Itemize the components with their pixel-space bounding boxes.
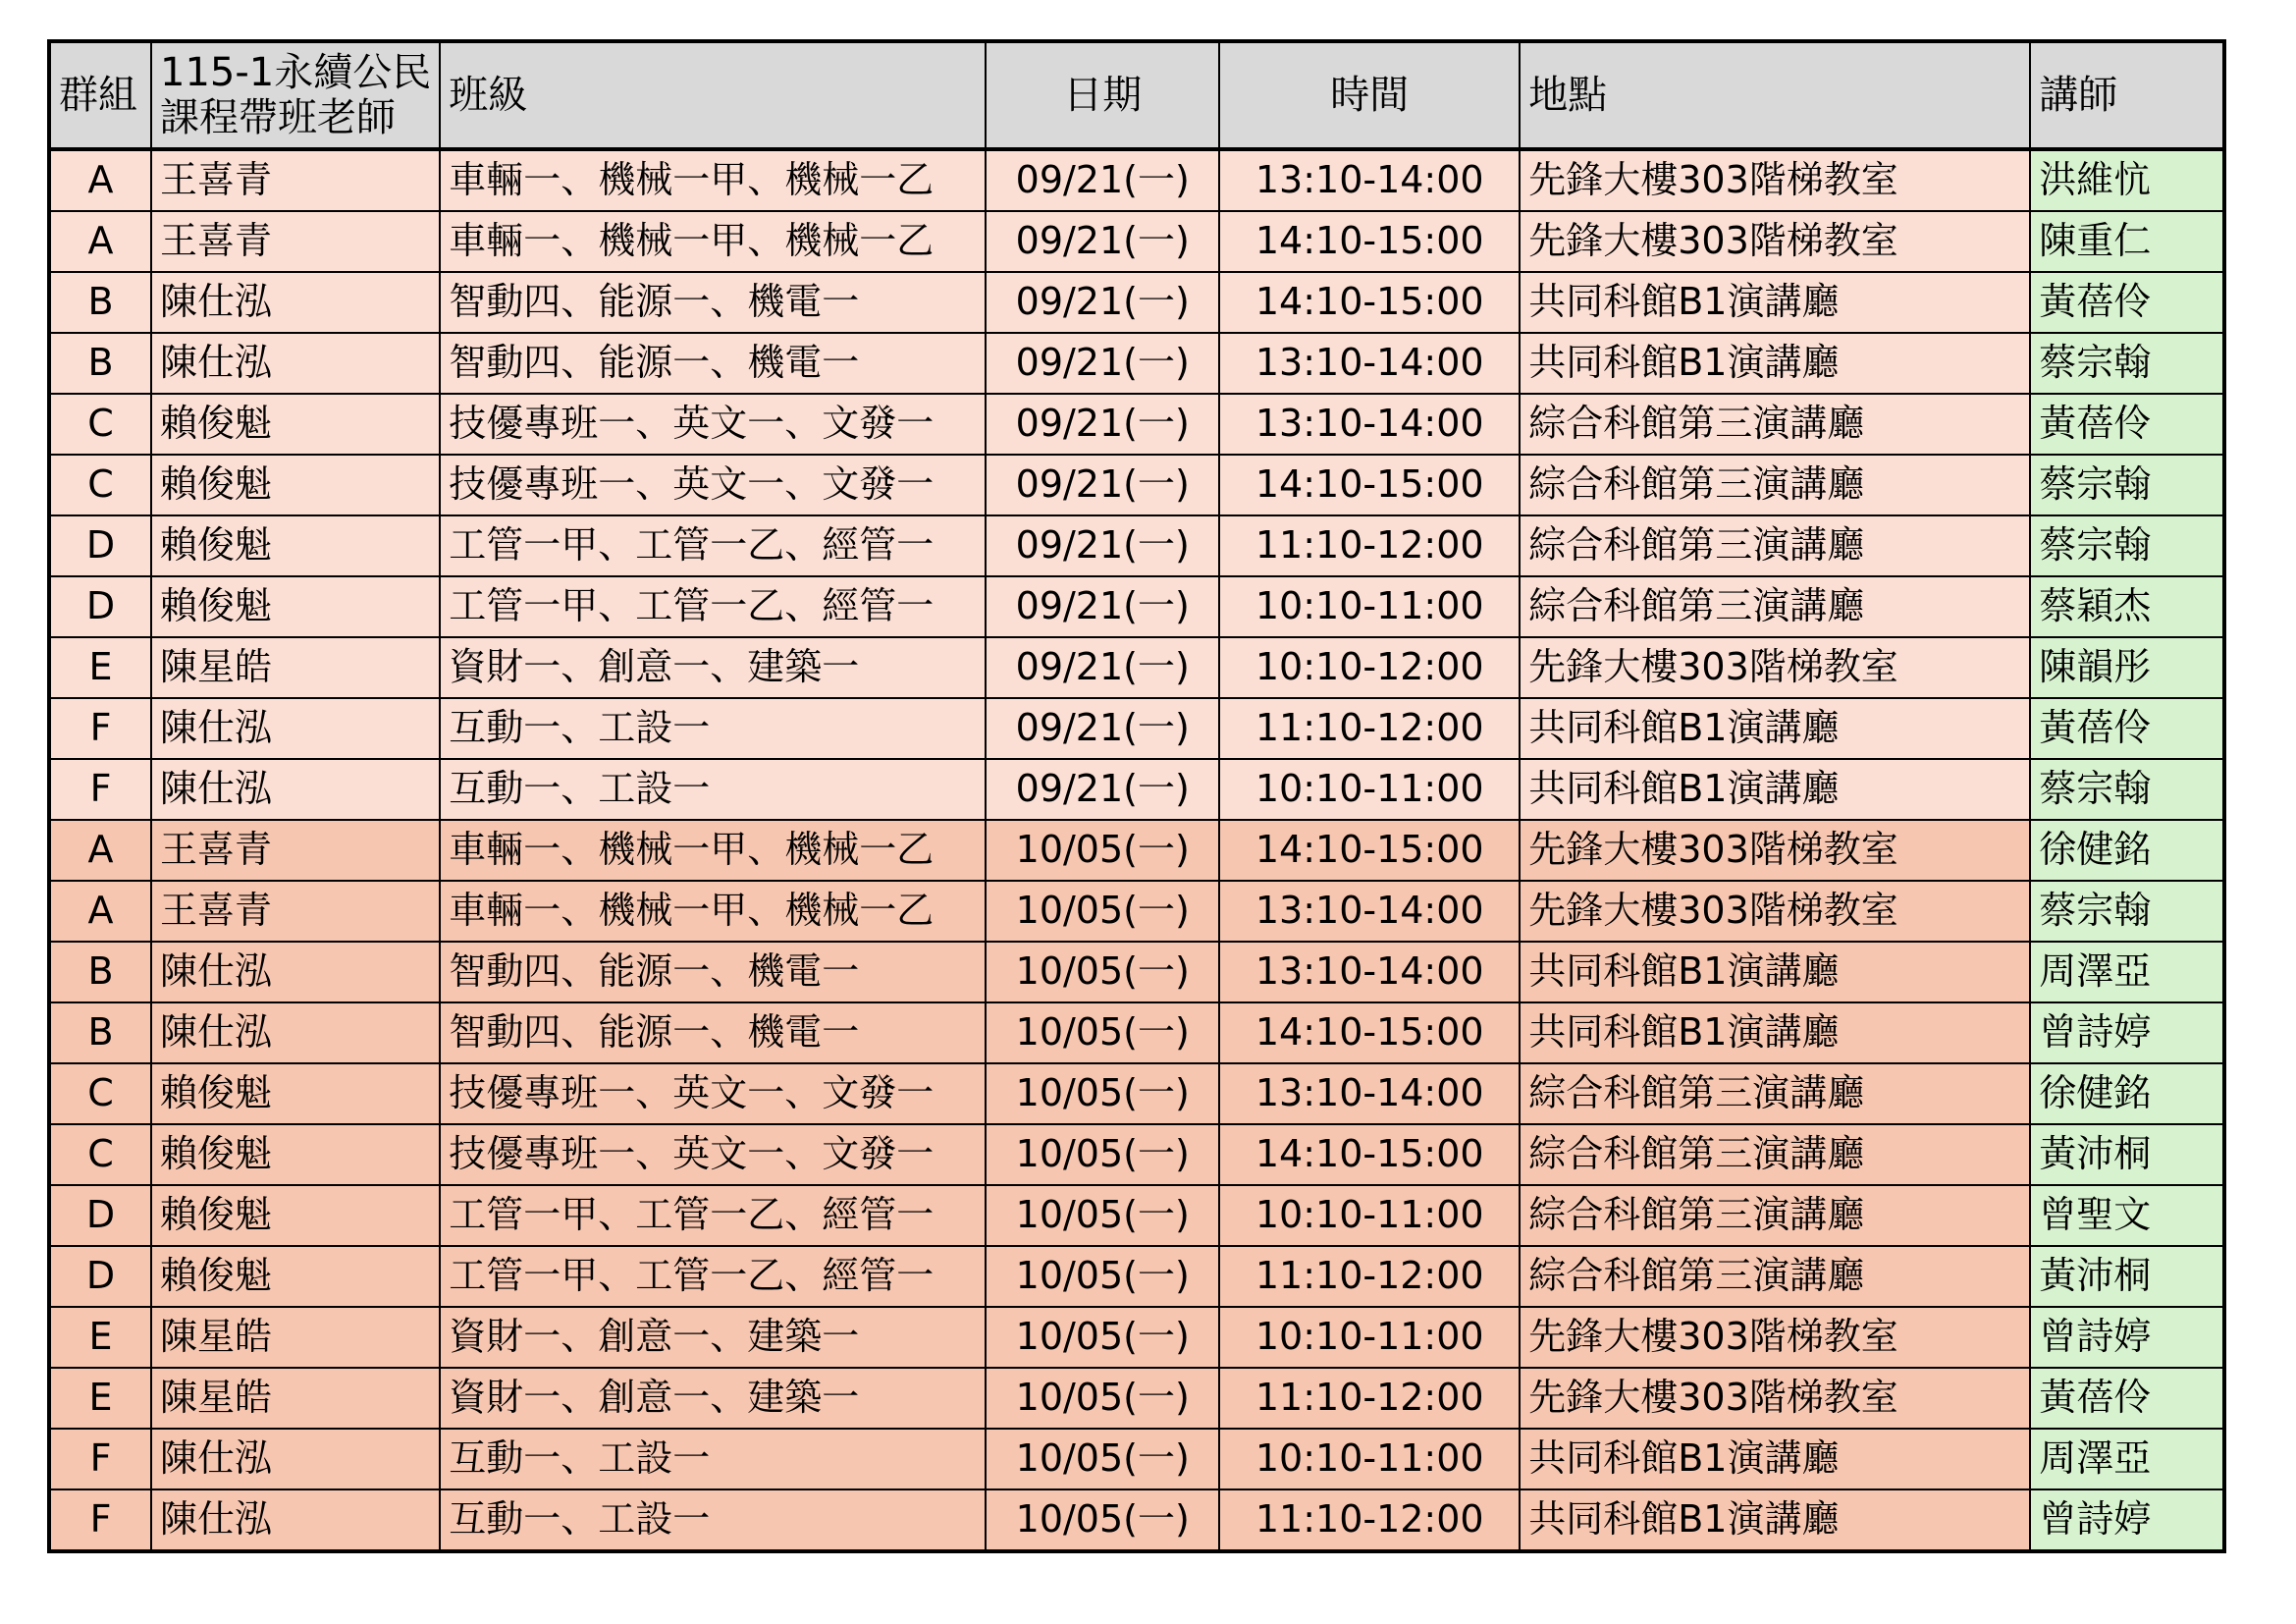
- cell-advisor: 陳仕泓: [151, 759, 440, 820]
- cell-location: 共同科館B1演講廳: [1520, 272, 2030, 333]
- cell-time: 13:10-14:00: [1219, 881, 1520, 942]
- cell-advisor: 賴俊魁: [151, 1246, 440, 1307]
- cell-lecturer: 蔡宗翰: [2030, 515, 2224, 576]
- cell-group: C: [49, 394, 151, 455]
- header-group: 群組: [49, 41, 151, 149]
- header-advisor-line1: 115-1永續公民: [160, 50, 432, 95]
- cell-advisor: 王喜青: [151, 211, 440, 272]
- cell-date: 10/05(一): [986, 1429, 1219, 1489]
- cell-location: 先鋒大樓303階梯教室: [1520, 149, 2030, 211]
- cell-class: 互動一、工設一: [440, 1489, 986, 1551]
- cell-date: 09/21(一): [986, 515, 1219, 576]
- cell-date: 09/21(一): [986, 211, 1219, 272]
- cell-advisor: 陳星皓: [151, 637, 440, 698]
- cell-group: C: [49, 1063, 151, 1124]
- cell-location: 綜合科館第三演講廳: [1520, 576, 2030, 637]
- cell-group: C: [49, 1124, 151, 1185]
- table-row: [49, 1124, 2224, 1185]
- cell-date: 09/21(一): [986, 698, 1219, 759]
- cell-group: F: [49, 759, 151, 820]
- cell-location: 共同科館B1演講廳: [1520, 333, 2030, 394]
- cell-date: 09/21(一): [986, 149, 1219, 211]
- header-time: 時間: [1219, 41, 1520, 149]
- cell-date: 09/21(一): [986, 272, 1219, 333]
- cell-advisor: 陳仕泓: [151, 942, 440, 1002]
- cell-date: 10/05(一): [986, 1124, 1219, 1185]
- cell-location: 綜合科館第三演講廳: [1520, 1185, 2030, 1246]
- table-row: [49, 1307, 2224, 1368]
- cell-lecturer: 徐健銘: [2030, 820, 2224, 881]
- table-row: [49, 515, 2224, 576]
- header-date: 日期: [986, 41, 1219, 149]
- cell-group: A: [49, 881, 151, 942]
- cell-date: 10/05(一): [986, 1489, 1219, 1551]
- table-row: [49, 149, 2224, 211]
- cell-location: 共同科館B1演講廳: [1520, 1489, 2030, 1551]
- cell-advisor: 陳仕泓: [151, 272, 440, 333]
- cell-group: E: [49, 1307, 151, 1368]
- table-row: [49, 881, 2224, 942]
- cell-date: 09/21(一): [986, 759, 1219, 820]
- cell-date: 09/21(一): [986, 394, 1219, 455]
- cell-group: D: [49, 515, 151, 576]
- cell-advisor: 王喜青: [151, 820, 440, 881]
- cell-group: F: [49, 1429, 151, 1489]
- cell-lecturer: 黃蓓伶: [2030, 1368, 2224, 1429]
- cell-time: 13:10-14:00: [1219, 394, 1520, 455]
- cell-group: E: [49, 1368, 151, 1429]
- cell-time: 10:10-11:00: [1219, 759, 1520, 820]
- cell-lecturer: 曾詩婷: [2030, 1489, 2224, 1551]
- cell-time: 10:10-11:00: [1219, 1185, 1520, 1246]
- table-row: [49, 1063, 2224, 1124]
- cell-class: 工管一甲、工管一乙、經管一: [440, 1246, 986, 1307]
- cell-location: 先鋒大樓303階梯教室: [1520, 637, 2030, 698]
- cell-advisor: 陳仕泓: [151, 1429, 440, 1489]
- table-row: [49, 698, 2224, 759]
- table-row: [49, 1489, 2224, 1551]
- cell-lecturer: 黃沛桐: [2030, 1124, 2224, 1185]
- cell-time: 13:10-14:00: [1219, 942, 1520, 1002]
- table-row: [49, 211, 2224, 272]
- cell-group: F: [49, 1489, 151, 1551]
- cell-advisor: 陳仕泓: [151, 1002, 440, 1063]
- cell-class: 技優專班一、英文一、文發一: [440, 455, 986, 515]
- cell-class: 車輛一、機械一甲、機械一乙: [440, 881, 986, 942]
- cell-time: 11:10-12:00: [1219, 1246, 1520, 1307]
- cell-location: 共同科館B1演講廳: [1520, 1429, 2030, 1489]
- cell-class: 資財一、創意一、建築一: [440, 1307, 986, 1368]
- cell-class: 技優專班一、英文一、文發一: [440, 394, 986, 455]
- cell-class: 車輛一、機械一甲、機械一乙: [440, 211, 986, 272]
- table-row: [49, 272, 2224, 333]
- cell-date: 10/05(一): [986, 1307, 1219, 1368]
- cell-time: 11:10-12:00: [1219, 515, 1520, 576]
- cell-class: 車輛一、機械一甲、機械一乙: [440, 820, 986, 881]
- cell-time: 13:10-14:00: [1219, 1063, 1520, 1124]
- cell-lecturer: 曾聖文: [2030, 1185, 2224, 1246]
- header-advisor-line2: 課程帶班老師: [160, 95, 396, 140]
- cell-class: 資財一、創意一、建築一: [440, 1368, 986, 1429]
- cell-group: F: [49, 698, 151, 759]
- table-row: [49, 820, 2224, 881]
- cell-date: 09/21(一): [986, 333, 1219, 394]
- cell-class: 技優專班一、英文一、文發一: [440, 1124, 986, 1185]
- cell-time: 11:10-12:00: [1219, 1489, 1520, 1551]
- cell-date: 10/05(一): [986, 1063, 1219, 1124]
- cell-date: 10/05(一): [986, 942, 1219, 1002]
- table-body: [49, 149, 2224, 1551]
- cell-location: 綜合科館第三演講廳: [1520, 1124, 2030, 1185]
- cell-time: 10:10-11:00: [1219, 1307, 1520, 1368]
- cell-date: 09/21(一): [986, 637, 1219, 698]
- cell-lecturer: 黃沛桐: [2030, 1246, 2224, 1307]
- cell-time: 14:10-15:00: [1219, 1124, 1520, 1185]
- cell-advisor: 賴俊魁: [151, 394, 440, 455]
- cell-location: 綜合科館第三演講廳: [1520, 455, 2030, 515]
- cell-lecturer: 黃蓓伶: [2030, 698, 2224, 759]
- cell-location: 綜合科館第三演講廳: [1520, 394, 2030, 455]
- table-row: [49, 637, 2224, 698]
- cell-time: 13:10-14:00: [1219, 333, 1520, 394]
- cell-advisor: 陳仕泓: [151, 1489, 440, 1551]
- table-row: [49, 1002, 2224, 1063]
- cell-group: B: [49, 272, 151, 333]
- cell-lecturer: 陳韻彤: [2030, 637, 2224, 698]
- cell-advisor: 賴俊魁: [151, 515, 440, 576]
- cell-group: C: [49, 455, 151, 515]
- cell-location: 先鋒大樓303階梯教室: [1520, 881, 2030, 942]
- cell-date: 10/05(一): [986, 1002, 1219, 1063]
- cell-group: B: [49, 1002, 151, 1063]
- cell-time: 10:10-11:00: [1219, 1429, 1520, 1489]
- cell-time: 10:10-11:00: [1219, 576, 1520, 637]
- cell-advisor: 賴俊魁: [151, 1185, 440, 1246]
- table-header: [49, 41, 2224, 149]
- cell-date: 10/05(一): [986, 1246, 1219, 1307]
- cell-class: 技優專班一、英文一、文發一: [440, 1063, 986, 1124]
- cell-time: 10:10-12:00: [1219, 637, 1520, 698]
- cell-advisor: 陳仕泓: [151, 333, 440, 394]
- cell-class: 工管一甲、工管一乙、經管一: [440, 1185, 986, 1246]
- cell-time: 14:10-15:00: [1219, 820, 1520, 881]
- cell-lecturer: 黃蓓伶: [2030, 394, 2224, 455]
- cell-group: B: [49, 942, 151, 1002]
- cell-date: 10/05(一): [986, 1368, 1219, 1429]
- cell-class: 資財一、創意一、建築一: [440, 637, 986, 698]
- cell-class: 互動一、工設一: [440, 759, 986, 820]
- cell-advisor: 王喜青: [151, 149, 440, 211]
- cell-location: 共同科館B1演講廳: [1520, 759, 2030, 820]
- cell-group: B: [49, 333, 151, 394]
- header-advisor: [151, 41, 440, 149]
- cell-lecturer: 黃蓓伶: [2030, 272, 2224, 333]
- cell-location: 綜合科館第三演講廳: [1520, 515, 2030, 576]
- cell-time: 14:10-15:00: [1219, 211, 1520, 272]
- cell-date: 09/21(一): [986, 455, 1219, 515]
- cell-advisor: 陳星皓: [151, 1368, 440, 1429]
- header-location: 地點: [1520, 41, 2030, 149]
- cell-time: 14:10-15:00: [1219, 455, 1520, 515]
- table-row: [49, 1429, 2224, 1489]
- cell-group: D: [49, 1185, 151, 1246]
- cell-class: 互動一、工設一: [440, 1429, 986, 1489]
- schedule-table: [47, 39, 2226, 1553]
- cell-location: 共同科館B1演講廳: [1520, 1002, 2030, 1063]
- cell-date: 10/05(一): [986, 820, 1219, 881]
- cell-class: 車輛一、機械一甲、機械一乙: [440, 149, 986, 211]
- cell-lecturer: 陳重仁: [2030, 211, 2224, 272]
- cell-lecturer: 蔡宗翰: [2030, 455, 2224, 515]
- cell-lecturer: 蔡穎杰: [2030, 576, 2224, 637]
- cell-lecturer: 蔡宗翰: [2030, 333, 2224, 394]
- cell-location: 綜合科館第三演講廳: [1520, 1063, 2030, 1124]
- cell-group: D: [49, 1246, 151, 1307]
- cell-class: 智動四、能源一、機電一: [440, 272, 986, 333]
- cell-date: 09/21(一): [986, 576, 1219, 637]
- table-row: [49, 1368, 2224, 1429]
- cell-location: 共同科館B1演講廳: [1520, 698, 2030, 759]
- cell-class: 工管一甲、工管一乙、經管一: [440, 576, 986, 637]
- cell-lecturer: 曾詩婷: [2030, 1307, 2224, 1368]
- cell-time: 13:10-14:00: [1219, 149, 1520, 211]
- cell-group: A: [49, 211, 151, 272]
- cell-time: 11:10-12:00: [1219, 1368, 1520, 1429]
- table-row: [49, 1185, 2224, 1246]
- table-row: [49, 942, 2224, 1002]
- cell-group: A: [49, 820, 151, 881]
- cell-location: 共同科館B1演講廳: [1520, 942, 2030, 1002]
- cell-location: 先鋒大樓303階梯教室: [1520, 211, 2030, 272]
- cell-advisor: 陳星皓: [151, 1307, 440, 1368]
- header-class: 班級: [440, 41, 986, 149]
- table-row: [49, 455, 2224, 515]
- cell-lecturer: 洪維忼: [2030, 149, 2224, 211]
- cell-time: 14:10-15:00: [1219, 1002, 1520, 1063]
- cell-lecturer: 蔡宗翰: [2030, 881, 2224, 942]
- cell-location: 綜合科館第三演講廳: [1520, 1246, 2030, 1307]
- cell-advisor: 賴俊魁: [151, 1063, 440, 1124]
- cell-date: 10/05(一): [986, 881, 1219, 942]
- header-lecturer: 講師: [2030, 41, 2224, 149]
- cell-advisor: 陳仕泓: [151, 698, 440, 759]
- cell-time: 11:10-12:00: [1219, 698, 1520, 759]
- table-row: [49, 394, 2224, 455]
- cell-advisor: 賴俊魁: [151, 576, 440, 637]
- cell-location: 先鋒大樓303階梯教室: [1520, 1368, 2030, 1429]
- cell-location: 先鋒大樓303階梯教室: [1520, 820, 2030, 881]
- cell-class: 智動四、能源一、機電一: [440, 333, 986, 394]
- cell-date: 10/05(一): [986, 1185, 1219, 1246]
- cell-group: D: [49, 576, 151, 637]
- cell-group: E: [49, 637, 151, 698]
- cell-lecturer: 蔡宗翰: [2030, 759, 2224, 820]
- cell-time: 14:10-15:00: [1219, 272, 1520, 333]
- cell-class: 工管一甲、工管一乙、經管一: [440, 515, 986, 576]
- cell-lecturer: 徐健銘: [2030, 1063, 2224, 1124]
- cell-lecturer: 周澤亞: [2030, 1429, 2224, 1489]
- table-row: [49, 576, 2224, 637]
- cell-location: 先鋒大樓303階梯教室: [1520, 1307, 2030, 1368]
- cell-class: 互動一、工設一: [440, 698, 986, 759]
- table-row: [49, 333, 2224, 394]
- table-row: [49, 1246, 2224, 1307]
- cell-advisor: 賴俊魁: [151, 455, 440, 515]
- cell-class: 智動四、能源一、機電一: [440, 1002, 986, 1063]
- cell-advisor: 賴俊魁: [151, 1124, 440, 1185]
- cell-lecturer: 周澤亞: [2030, 942, 2224, 1002]
- cell-group: A: [49, 149, 151, 211]
- cell-lecturer: 曾詩婷: [2030, 1002, 2224, 1063]
- cell-advisor: 王喜青: [151, 881, 440, 942]
- header-row: [49, 41, 2224, 149]
- table-row: [49, 759, 2224, 820]
- cell-class: 智動四、能源一、機電一: [440, 942, 986, 1002]
